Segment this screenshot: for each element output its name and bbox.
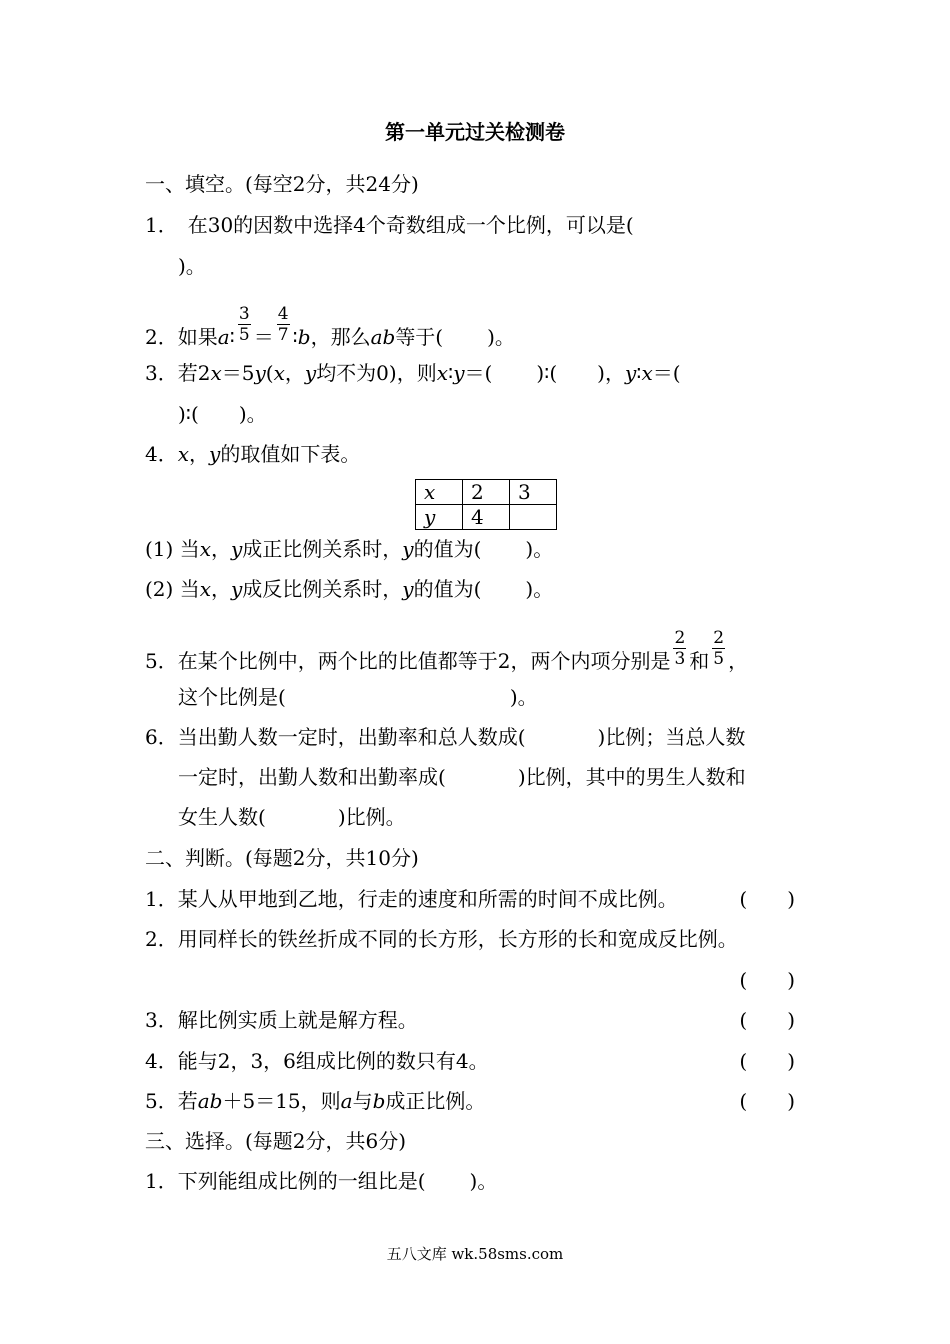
s2-q4-answer-paren: ( ): [739, 1049, 795, 1073]
s1-q1-line1: 1． 在30的因数中选择4个奇数组成一个比例，可以是(: [145, 213, 634, 237]
s3-q1: 1．下列能组成比例的一组比是( )。: [145, 1169, 498, 1193]
fraction-2-5: $\frac{2}{5}$: [713, 628, 725, 669]
s1-q5-line1: 5．在某个比例中，两个比的比值都等于2，两个内项分别是 $\frac{2}{3}$ 和 $\frac{2}{5}$ ，: [145, 628, 749, 673]
s2-q2: 2．用同样长的铁丝折成不同的长方形，长方形的长和宽成反比例。: [145, 927, 738, 951]
footer-watermark: 五八文库 wk.58sms.com: [386, 1245, 564, 1263]
s2-q3: 3．解比例实质上就是解方程。: [145, 1008, 418, 1032]
s2-q3-answer-paren: ( ): [739, 1008, 795, 1032]
s2-q1-answer-paren: ( ): [739, 887, 795, 911]
fraction-4-7: $\frac{4}{7}$: [277, 304, 289, 345]
section1-heading: 一、填空。(每空2分，共24分): [145, 172, 419, 196]
section3-heading: 三、选择。(每题2分，共6分): [145, 1129, 407, 1153]
s1-q2: 2．如果a∶ $\frac{3}{5}$ ＝ $\frac{4}{7}$ ∶b，那么ab等于( )。: [145, 304, 515, 349]
s1-q3-line2: )∶( )。: [178, 402, 267, 426]
s2-q2-answer-paren: ( ): [739, 968, 795, 992]
s2-q4: 4．能与2，3，6组成比例的数只有4。: [145, 1049, 489, 1073]
s2-q1: 1．某人从甲地到乙地，行走的速度和所需的时间不成比例。: [145, 887, 678, 911]
s1-q5-line2: 这个比例是( )。: [178, 685, 538, 709]
s2-q5-answer-paren: ( ): [739, 1089, 795, 1113]
s1-q6-line2: 一定时，出勤人数和出勤率成( )比例，其中的男生人数和: [178, 765, 746, 789]
fraction-2-3: $\frac{2}{3}$: [674, 628, 686, 669]
s1-q4-sub1: (1) 当x，y成正比例关系时，y的值为( )。: [145, 537, 554, 561]
s1-q1-line2: )。: [178, 254, 206, 278]
page-title: 第一单元过关检测卷: [385, 120, 565, 144]
fraction-3-5: $\frac{3}{5}$: [238, 304, 250, 345]
section2-heading: 二、判断。(每题2分，共10分): [145, 846, 419, 870]
s1-q4-sub2: (2) 当x，y成反比例关系时，y的值为( )。: [145, 577, 554, 601]
xy-value-table: [415, 479, 557, 530]
s2-q5: 5．若ab＋5＝15，则a与b成正比例。: [145, 1089, 486, 1113]
s1-q3-line1: 3．若2x＝5y(x，y均不为0)，则x∶y＝( )∶( )，y∶x＝(: [145, 361, 681, 385]
s1-q4: 4．x，y的取值如下表。: [145, 442, 361, 466]
table-row: y 4: [416, 505, 557, 530]
s1-q6-line3: 女生人数( )比例。: [178, 805, 406, 829]
table-row: x 2 3: [416, 480, 557, 505]
s1-q6-line1: 6．当出勤人数一定时，出勤率和总人数成( )比例；当总人数: [145, 725, 746, 749]
